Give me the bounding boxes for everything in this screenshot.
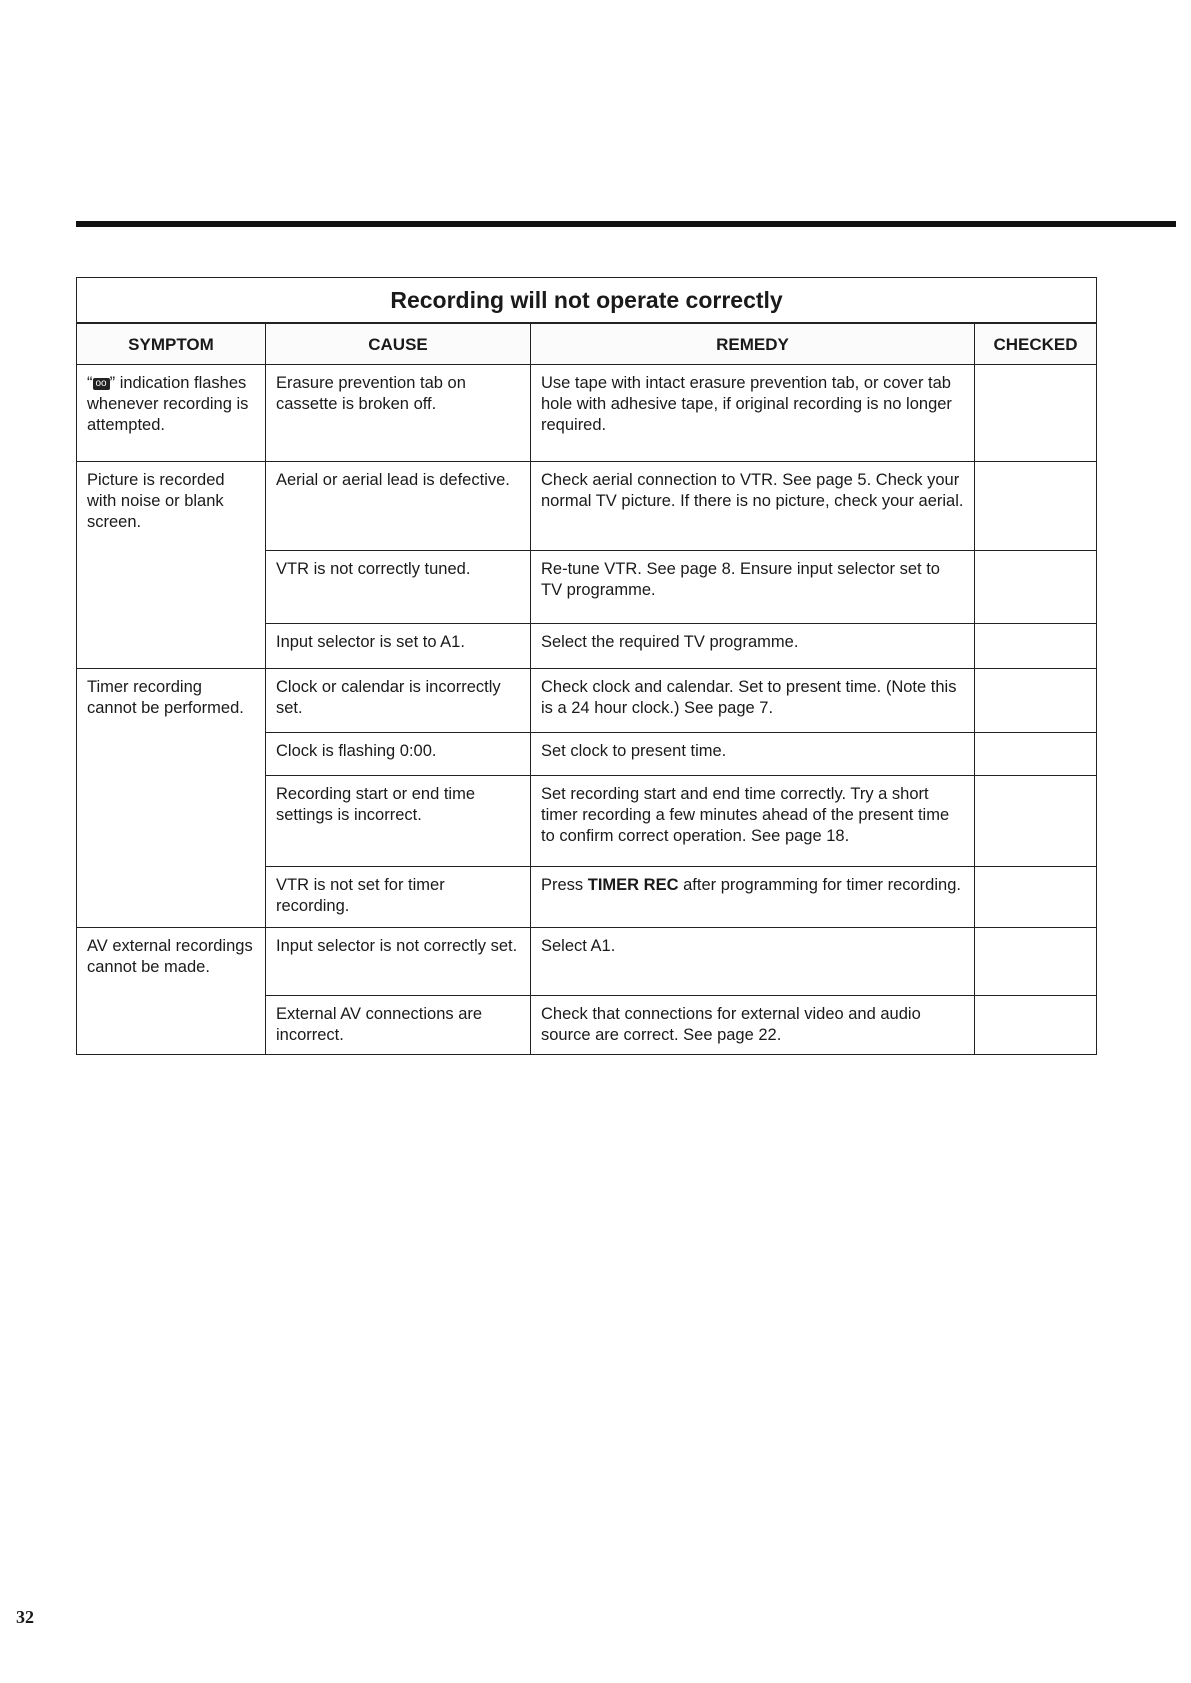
troubleshooting-table	[76, 277, 1097, 1055]
header-cause: CAUSE	[266, 323, 531, 365]
header-symptom: SYMPTOM	[77, 323, 266, 365]
page-number: 32	[16, 1607, 34, 1627]
cause-cell: Aerial or aerial lead is defective.	[266, 462, 531, 551]
remedy-cell: Set recording start and end time correctly. Try a short timer recording a few minutes ahead of the present time to confirm correct operation. See page 18.	[531, 776, 975, 867]
symptom-text: ” indication flashes whenever recording is attempted.	[87, 374, 249, 434]
cause-cell: Recording start or end time settings is incorrect.	[266, 776, 531, 867]
timer-rec-label: TIMER REC	[587, 876, 679, 894]
remedy-cell: Use tape with intact erasure prevention tab, or cover tab hole with adhesive tape, if original recording is no longer required.	[531, 365, 975, 462]
cause-cell: Erasure prevention tab on cassette is broken off.	[266, 365, 531, 462]
cause-cell: VTR is not set for timer recording.	[266, 867, 531, 928]
remedy-cell: Check aerial connection to VTR. See page 5. Check your normal TV picture. If there is no picture, check your aerial.	[531, 462, 975, 551]
remedy-cell: Select the required TV programme.	[531, 624, 975, 669]
checked-cell[interactable]	[975, 733, 1097, 776]
header-remedy: REMEDY	[531, 323, 975, 365]
cause-cell: Clock or calendar is incorrectly set.	[266, 669, 531, 733]
table-row	[77, 669, 1097, 733]
cause-cell: Input selector is not correctly set.	[266, 928, 531, 996]
checked-cell[interactable]	[975, 669, 1097, 733]
table-row	[77, 365, 1097, 462]
remedy-cell	[531, 867, 975, 928]
cause-cell: Clock is flashing 0:00.	[266, 733, 531, 776]
table-title: Recording will not operate correctly	[77, 278, 1097, 324]
checked-cell[interactable]	[975, 365, 1097, 462]
header-checked: CHECKED	[975, 323, 1097, 365]
remedy-cell: Check clock and calendar. Set to present time. (Note this is a 24 hour clock.) See page 7.	[531, 669, 975, 733]
checked-cell[interactable]	[975, 996, 1097, 1055]
checked-cell[interactable]	[975, 551, 1097, 624]
checked-cell[interactable]	[975, 776, 1097, 867]
remedy-text: Press	[541, 876, 588, 894]
symptom-cell: Picture is recorded with noise or blank screen.	[77, 462, 266, 669]
remedy-text: after programming for timer recording.	[678, 876, 961, 894]
symptom-cell: Timer recording cannot be performed.	[77, 669, 266, 928]
table-row	[77, 928, 1097, 996]
remedy-cell: Check that connections for external video and audio source are correct. See page 22.	[531, 996, 975, 1055]
cause-cell: VTR is not correctly tuned.	[266, 551, 531, 624]
table-row	[77, 462, 1097, 551]
cause-cell: External AV connections are incorrect.	[266, 996, 531, 1055]
quote: “	[87, 374, 93, 392]
checked-cell[interactable]	[975, 624, 1097, 669]
remedy-cell: Set clock to present time.	[531, 733, 975, 776]
symptom-cell: AV external recordings cannot be made.	[77, 928, 266, 1055]
cause-cell: Input selector is set to A1.	[266, 624, 531, 669]
checked-cell[interactable]	[975, 462, 1097, 551]
cassette-icon: oo	[93, 378, 110, 390]
symptom-cell	[77, 365, 266, 462]
checked-cell[interactable]	[975, 867, 1097, 928]
remedy-cell: Re-tune VTR. See page 8. Ensure input selector set to TV programme.	[531, 551, 975, 624]
checked-cell[interactable]	[975, 928, 1097, 996]
remedy-cell: Select A1.	[531, 928, 975, 996]
header-rule	[76, 221, 1176, 227]
